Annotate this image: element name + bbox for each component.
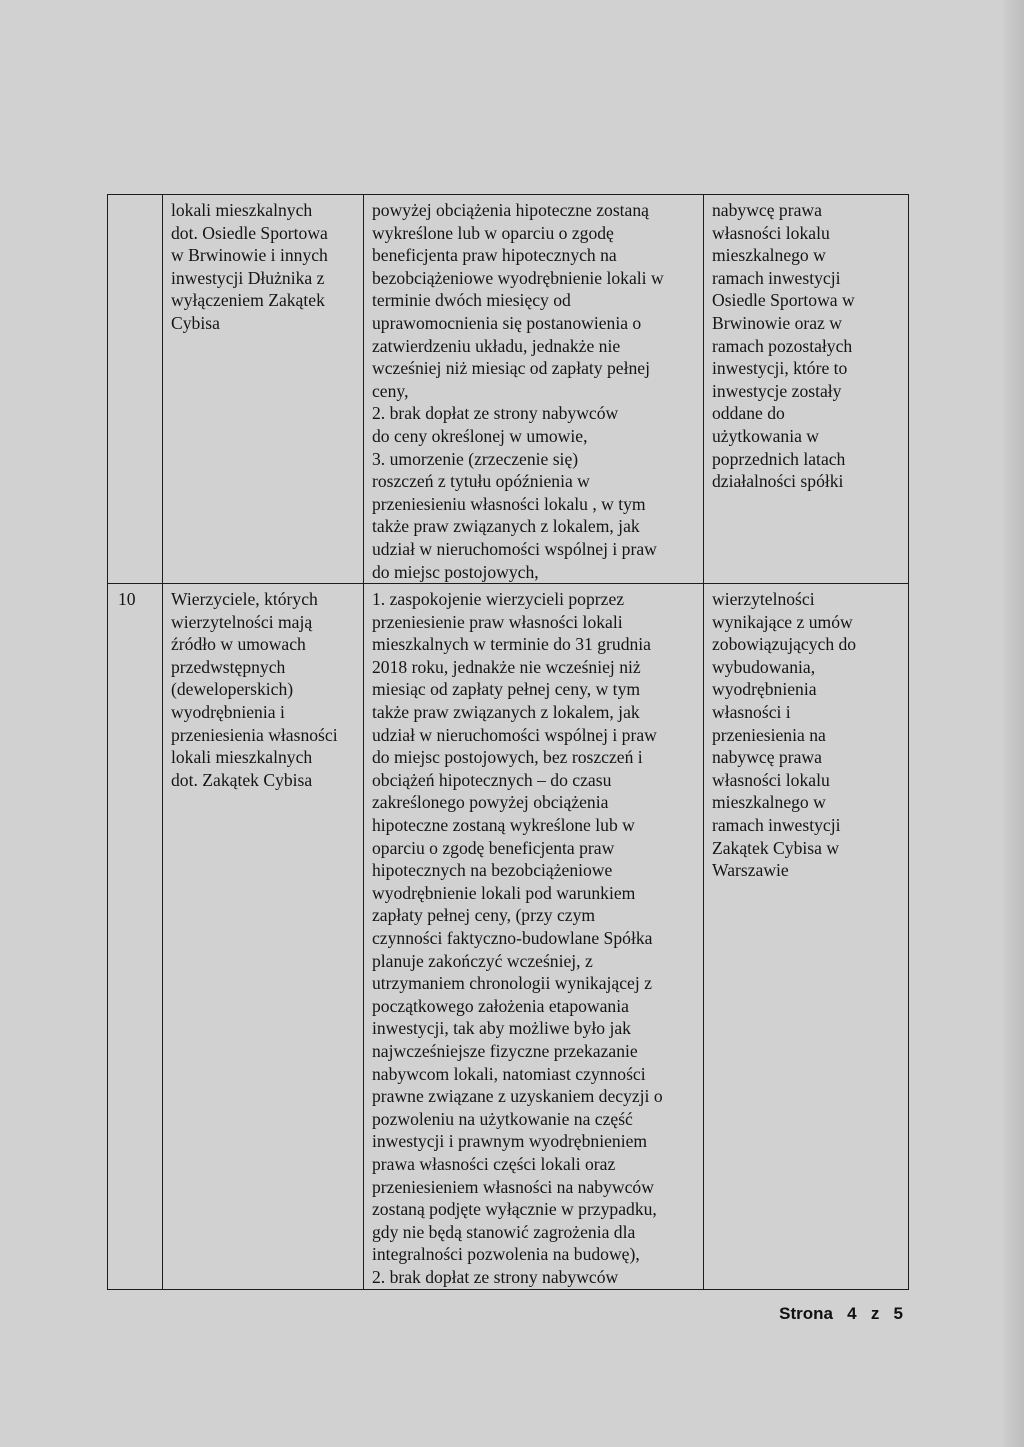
arrangement-proposal-table — [107, 194, 909, 1290]
creditor-group-text: lokali mieszkalnych dot. Osiedle Sportowa w Brwinowie i innych inwestycji Dłużnika z wyłączeniem Zakątek Cybisa — [171, 200, 328, 333]
proposal-terms-text: 1. zaspokojenie wierzycieli poprzez przeniesienie praw własności lokali mieszkalnych w terminie do 31 grudnia 2018 roku, jednakże nie wcześniej niż miesiąc od zapłaty pełnej ceny, w tym także praw związanych z lokalem, jak udział w nieruchomości wspólnej i praw do miejsc postojowych, bez roszczeń i obciążeń hipotecznych – do czasu zakreślonego powyżej obciążenia hipoteczne zostaną wykreślone lub w oparciu o zgodę beneficjenta praw hipotecznych na bezobciążeniowe wyodrębnienie lokali pod warunkiem zapłaty pełnej ceny, (przy czym czynności faktyczno-budowlane Spółka planuje zakończyć wcześniej, z utrzymaniem chronologii wynikającej z początkowego założenia etapowania inwestycji, tak aby możliwe było jak najwcześniejsze fizyczne przekazanie nabywcom lokali, natomiast czynności prawne związane z uzyskaniem decyzji o pozwoleniu na użytkowanie na część inwestycji i prawnym wyodrębnieniem prawa własności części lokali oraz przeniesieniem własności na nabywców zostaną podjęte wyłącznie w przypadku, gdy nie będą stanowić zagrożenia dla integralności pozwolenia na budowę), 2. brak dopłat ze strony nabywców — [372, 589, 663, 1287]
page-label: Strona — [779, 1304, 833, 1323]
proposal-terms-cell — [364, 584, 704, 1290]
group-number-cell — [108, 195, 163, 584]
creditor-group-cell — [163, 195, 364, 584]
current-page: 4 — [847, 1304, 857, 1323]
total-pages: 5 — [893, 1304, 903, 1323]
page-number-footer — [779, 1304, 903, 1324]
claim-scope-cell — [704, 584, 909, 1290]
table-row — [108, 195, 909, 584]
proposal-terms-cell — [364, 195, 704, 584]
creditor-group-text: Wierzyciele, których wierzytelności mają źródło w umowach przedwstępnych (deweloperskich) wyodrębnienia i przeniesienia własności lokali mieszkalnych dot. Zakątek Cybisa — [171, 589, 338, 790]
page-separator: z — [870, 1304, 880, 1323]
claim-scope-cell — [704, 195, 909, 584]
proposal-terms-text: powyżej obciążenia hipoteczne zostaną wykreślone lub w oparciu o zgodę beneficjenta praw hipotecznych na bezobciążeniowe wyodrębnienie lokali w terminie dwóch miesięcy od uprawomocnienia się postanowienia o zatwierdzeniu układu, jednakże nie wcześniej niż miesiąc od zapłaty pełnej ceny, 2. brak dopłat ze strony nabywców do ceny określonej w umowie, 3. umorzenie (zrzeczenie się) roszczeń z tytułu opóźnienia w przeniesieniu własności lokalu , w tym także praw związanych z lokalem, jak udział w nieruchomości wspólnej i praw do miejsc postojowych, — [372, 200, 664, 582]
creditor-group-cell — [163, 584, 364, 1290]
claim-scope-text: nabywcę prawa własności lokalu mieszkalnego w ramach inwestycji Osiedle Sportowa w Brwinowie oraz w ramach pozostałych inwestycji, które to inwestycje zostały oddane do użytkowania w poprzednich latach działalności spółki — [712, 200, 855, 492]
scan-edge-shadow — [1002, 0, 1024, 1447]
claim-scope-text: wierzytelności wynikające z umów zobowiązujących do wybudowania, wyodrębnienia własności i przeniesienia na nabywcę prawa własności lokalu mieszkalnego w ramach inwestycji Zakątek Cybisa w Warszawie — [712, 589, 857, 881]
group-number: 10 — [118, 589, 136, 610]
group-number-cell — [108, 584, 163, 1290]
table-row — [108, 584, 909, 1290]
